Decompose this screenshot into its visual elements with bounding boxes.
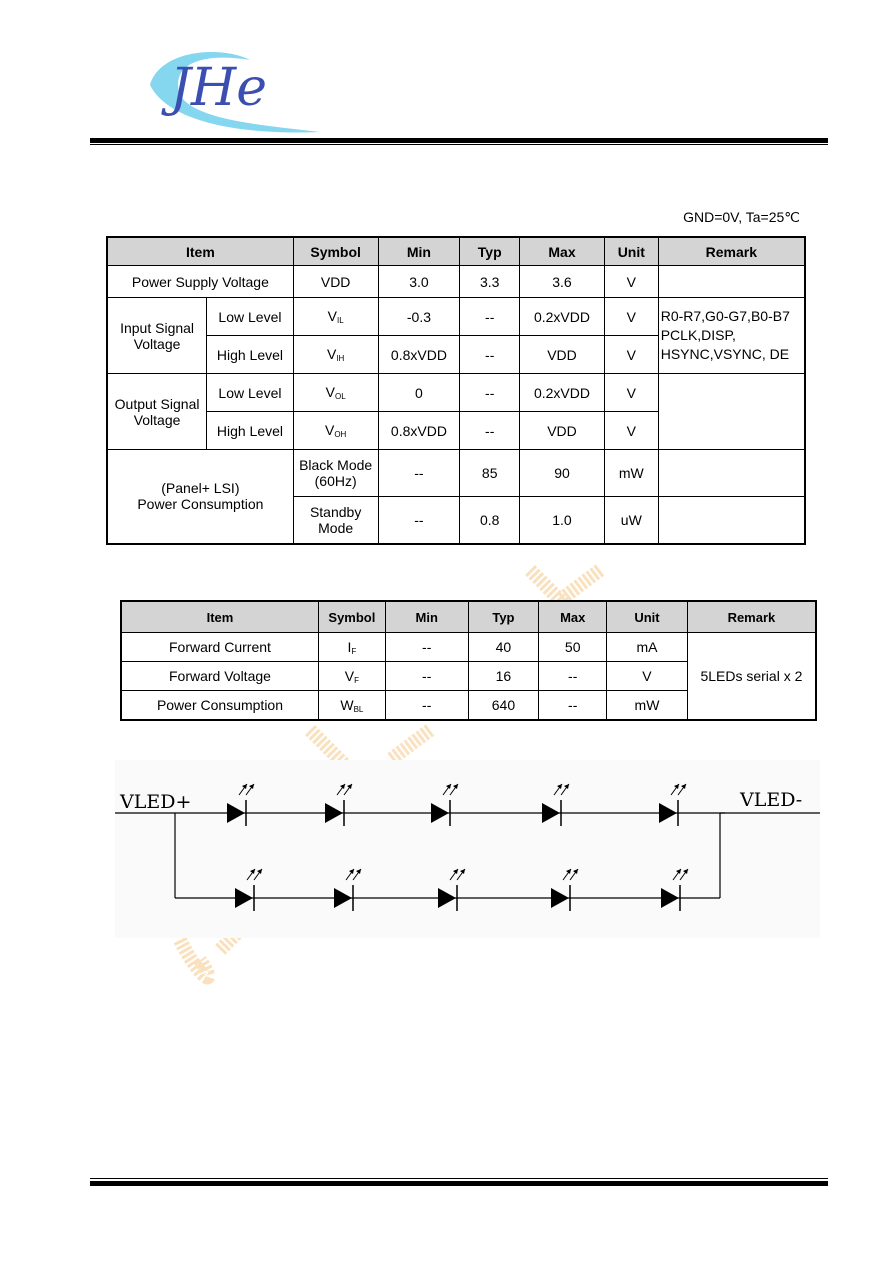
header-unit: Unit xyxy=(607,601,688,633)
header-rule-thin xyxy=(90,144,828,145)
cell-symbol: $I_F$ xyxy=(318,633,385,662)
led-circuit-diagram xyxy=(115,760,820,938)
header-item: Item xyxy=(121,601,318,633)
cell-min: 0 xyxy=(378,374,460,412)
cell-group-output: Output Signal Voltage xyxy=(107,374,207,450)
cell-level: High Level xyxy=(207,412,294,450)
cell-min: -- xyxy=(378,450,460,497)
cell-unit: V xyxy=(604,374,658,412)
header-remark: Remark xyxy=(687,601,816,633)
table-row xyxy=(107,374,805,412)
cell-item: Forward Current xyxy=(121,633,318,662)
header-typ: Typ xyxy=(460,237,520,266)
cell-symbol: $V_{OL}$ xyxy=(293,374,378,412)
cell-max: 3.6 xyxy=(520,266,605,298)
cell-remark-input: R0-R7,G0-G7,B0-B7 PCLK,DISP, HSYNC,VSYNC, DE xyxy=(658,298,805,374)
header-remark: Remark xyxy=(658,237,805,266)
table-header-row xyxy=(107,237,805,266)
electrical-characteristics-table xyxy=(106,236,806,545)
cell-min: -- xyxy=(385,662,468,691)
cell-symbol: Standby Mode xyxy=(293,497,378,544)
table-row xyxy=(121,633,816,662)
cell-typ: -- xyxy=(460,298,520,336)
cell-min: -- xyxy=(385,691,468,721)
cell-max: 90 xyxy=(520,450,605,497)
cell-typ: 85 xyxy=(460,450,520,497)
cell-max: 0.2xVDD xyxy=(520,374,605,412)
cell-max: 50 xyxy=(539,633,607,662)
cell-item: Forward Voltage xyxy=(121,662,318,691)
cell-min: -- xyxy=(378,497,460,544)
cell-group-input: Input Signal Voltage xyxy=(107,298,207,374)
cell-typ: 640 xyxy=(468,691,539,721)
cell-min: 0.8xVDD xyxy=(378,412,460,450)
cell-remark xyxy=(658,497,805,544)
cell-unit: V xyxy=(604,412,658,450)
cell-typ: -- xyxy=(460,374,520,412)
cell-min: -0.3 xyxy=(378,298,460,336)
cell-max: -- xyxy=(539,691,607,721)
header-max: Max xyxy=(539,601,607,633)
header-rule xyxy=(90,138,828,143)
header-unit: Unit xyxy=(604,237,658,266)
header-item: Item xyxy=(107,237,293,266)
header-typ: Typ xyxy=(468,601,539,633)
cell-unit: mA xyxy=(607,633,688,662)
cell-symbol: $V_{OH}$ xyxy=(293,412,378,450)
cell-level: Low Level xyxy=(207,374,294,412)
cell-symbol: $V_F$ xyxy=(318,662,385,691)
cell-max: VDD xyxy=(520,336,605,374)
cell-item: Power Supply Voltage xyxy=(107,266,293,298)
cell-level: High Level xyxy=(207,336,294,374)
header-min: Min xyxy=(385,601,468,633)
cell-typ: -- xyxy=(460,336,520,374)
table-row xyxy=(107,298,805,336)
cell-symbol: VDD xyxy=(293,266,378,298)
vled-plus-label: VLED+ xyxy=(120,791,192,813)
logo-wordmark: JHe xyxy=(170,58,267,118)
cell-max: 0.2xVDD xyxy=(520,298,605,336)
footer-rule-thin xyxy=(90,1178,828,1179)
cell-unit: V xyxy=(604,298,658,336)
footer-rule xyxy=(90,1181,828,1186)
cell-typ: 3.3 xyxy=(460,266,520,298)
cell-item: Power Consumption xyxy=(121,691,318,721)
header-min: Min xyxy=(378,237,460,266)
cell-remark xyxy=(658,266,805,298)
cell-group-power: (Panel+ LSI) Power Consumption xyxy=(107,450,293,544)
cell-min: -- xyxy=(385,633,468,662)
vled-minus-label: VLED- xyxy=(740,789,803,811)
cell-unit: V xyxy=(604,266,658,298)
cell-typ: 0.8 xyxy=(460,497,520,544)
cell-remark xyxy=(658,450,805,497)
cell-unit: V xyxy=(604,336,658,374)
cell-level: Low Level xyxy=(207,298,294,336)
cell-max: 1.0 xyxy=(520,497,605,544)
cell-remark-output xyxy=(658,374,805,450)
cell-min: 0.8xVDD xyxy=(378,336,460,374)
cell-max: -- xyxy=(539,662,607,691)
cell-unit: mW xyxy=(604,450,658,497)
cell-symbol: $V_{IH}$ xyxy=(293,336,378,374)
company-logo xyxy=(140,40,340,140)
table-header-row xyxy=(121,601,816,633)
cell-unit: mW xyxy=(607,691,688,721)
header-symbol: Symbol xyxy=(293,237,378,266)
cell-typ: 16 xyxy=(468,662,539,691)
cell-unit: V xyxy=(607,662,688,691)
backlight-characteristics-table xyxy=(120,600,817,721)
cell-unit: uW xyxy=(604,497,658,544)
table-row xyxy=(107,266,805,298)
cell-max: VDD xyxy=(520,412,605,450)
cell-symbol: Black Mode (60Hz) xyxy=(293,450,378,497)
header-max: Max xyxy=(520,237,605,266)
cell-typ: 40 xyxy=(468,633,539,662)
table-row xyxy=(107,450,805,497)
cell-typ: -- xyxy=(460,412,520,450)
cell-symbol: $V_{IL}$ xyxy=(293,298,378,336)
header-symbol: Symbol xyxy=(318,601,385,633)
test-conditions: GND=0V, Ta=25℃ xyxy=(683,209,800,225)
cell-remark: 5LEDs serial x 2 xyxy=(687,633,816,721)
cell-symbol: $W_{BL}$ xyxy=(318,691,385,721)
cell-min: 3.0 xyxy=(378,266,460,298)
